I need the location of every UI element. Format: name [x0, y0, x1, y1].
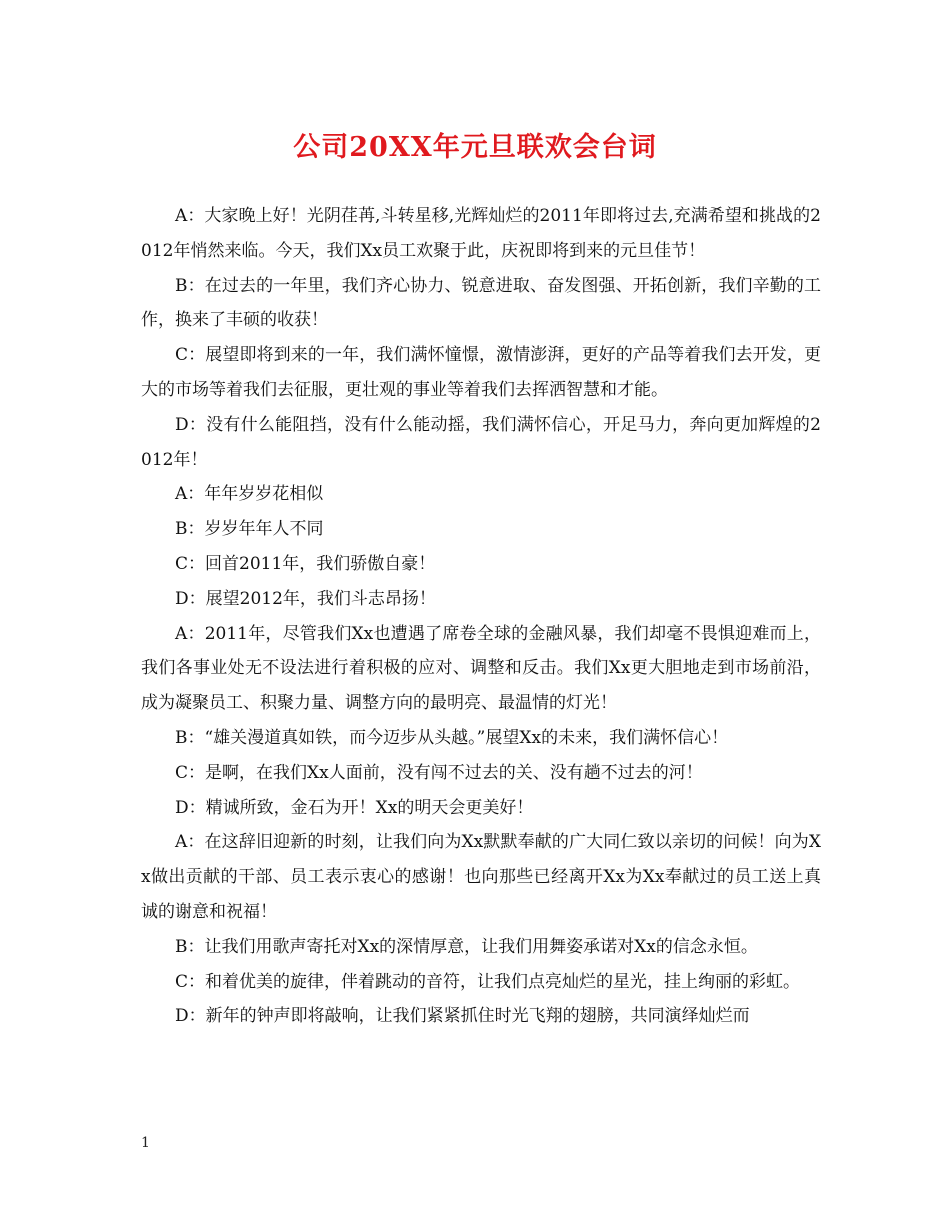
page-number: 1 — [141, 1135, 150, 1151]
paragraph-1: A：大家晚上好！光阴荏苒,斗转星移,光辉灿烂的2011年即将过去,充满希望和挑战的2012年悄然来临。今天，我们Xx员工欢聚于此，庆祝即将到来的元旦佳节！ — [141, 206, 821, 261]
paragraph-15: C：和着优美的旋律，伴着跳动的音符，让我们点亮灿烂的星光，挂上绚丽的彩虹。 — [175, 971, 801, 992]
paragraph-2: B：在过去的一年里，我们齐心协力、锐意进取、奋发图强、开拓创新，我们辛勤的工作，换来了丰硕的收获！ — [141, 275, 821, 331]
paragraph-11: C：是啊，在我们Xx人面前，没有闯不过去的关、没有趟不过去的河！ — [175, 762, 703, 783]
paragraph-13: A：在这辞旧迎新的时刻，让我们向为Xx默默奉献的广大同仁致以亲切的问候！向为Xx做出贡献的干部、员工表示衷心的感谢！也向那些已经离开Xx为Xx奉献过的员工送上真诚的谢意和祝福！ — [141, 832, 821, 922]
paragraph-5: A：年年岁岁花相似 — [175, 484, 324, 505]
paragraph-6: B：岁岁年年人不同 — [175, 519, 324, 540]
document-body — [141, 199, 821, 1034]
paragraph-7: C：回首2011年，我们骄傲自豪！ — [175, 553, 436, 574]
paragraph-4: D：没有什么能阻挡，没有什么能动摇，我们满怀信心，开足马力，奔向更加辉煌的2012年！ — [141, 414, 821, 470]
paragraph-16: D：新年的钟声即将敲响，让我们紧紧抓住时光飞翔的翅膀，共同演绎灿烂而 — [175, 1006, 750, 1027]
paragraph-3: C：展望即将到来的一年，我们满怀憧憬，激情澎湃，更好的产品等着我们去开发，更大的市场等着我们去征服，更壮观的事业等着我们去挥洒智慧和才能。 — [141, 345, 821, 400]
paragraph-10: B：“雄关漫道真如铁，而今迈步从头越。”展望Xx的未来，我们满怀信心！ — [175, 727, 729, 748]
paragraph-12: D：精诚所致，金石为开！Xx的明天会更美好！ — [175, 797, 534, 818]
page-title: 公司20XX年元旦联欢会台词 — [293, 132, 657, 163]
paragraph-8: D：展望2012年，我们斗志昂扬！ — [175, 588, 436, 609]
paragraph-14: B：让我们用歌声寄托对Xx的深情厚意，让我们用舞姿承诺对Xx的信念永恒。 — [175, 936, 758, 957]
paragraph-9: A：2011年，尽管我们Xx也遭遇了席卷全球的金融风暴，我们却毫不畏惧迎难而上，我们各事业处无不设法进行着积极的应对、调整和反击。我们Xx更大胆地走到市场前沿，成为凝聚员工、积聚力量、调整方向的最明亮、最温情的灯光！ — [141, 623, 821, 714]
